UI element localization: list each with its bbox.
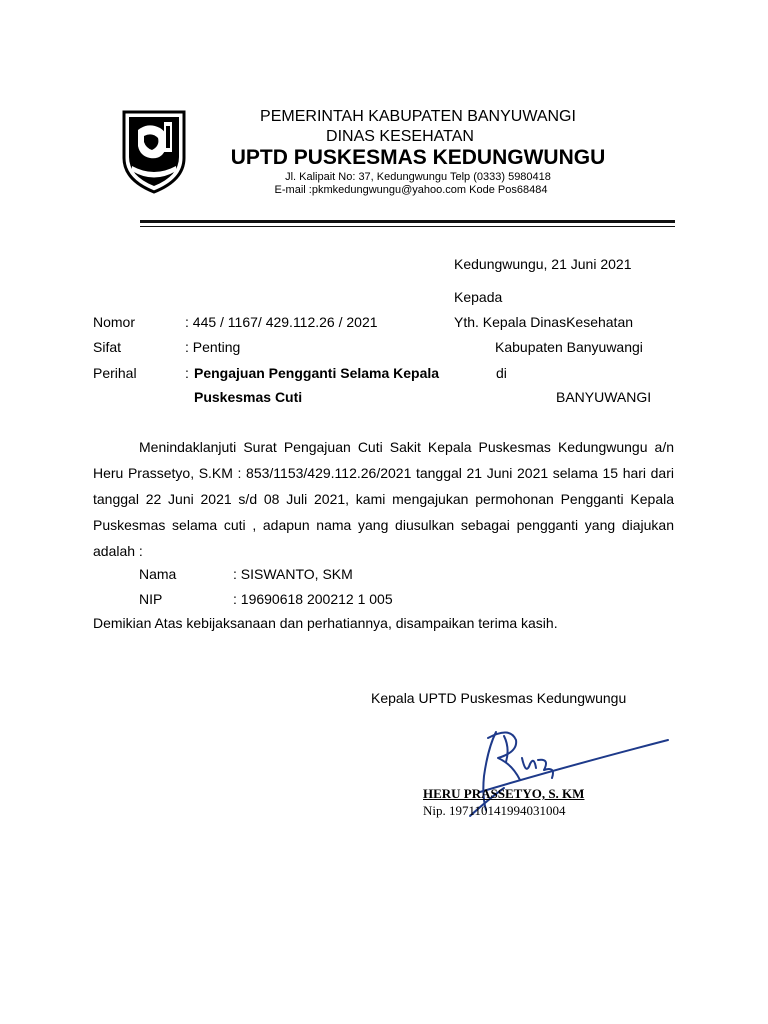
sifat-value: : Penting [185,339,241,355]
date-line: Kedungwungu, 21 Juni 2021 [454,256,632,272]
body-paragraph-text: Menindaklanjuti Surat Pengajuan Cuti Sakit Kepala Puskesmas Kedungwungu a/n Heru Prassetyo, S.KM : 853/1153/429.112.26/2021 tanggal 21 Juni 2021 selama 15 hari dari tanggal 22 Juni 2021 s/d 08 Juli 2021, kami mengajukan permohonan Pengganti Kepala Puskesmas selama cuti , adapun nama yang diusulkan sebagai pengganti yang diajukan adalah : [93,439,674,559]
nama-label: Nama [139,566,177,582]
sifat-label: Sifat [93,339,122,355]
nama-value: : SISWANTO, SKM [233,566,353,582]
recipient-city: BANYUWANGI [556,389,652,405]
signature-title: Kepala UPTD Puskesmas Kedungwungu [371,690,627,706]
perihal-colon: : [185,365,189,381]
letterhead-department: DINAS KESEHATAN [326,128,474,145]
recipient-di: di [496,365,507,381]
letterhead-email: E-mail :pkmkedungwungu@yahoo.com Kode Pos68484 [274,184,548,196]
closing-sentence: Demikian Atas kebijaksanaan dan perhatiannya, disampaikan terima kasih. [93,615,558,631]
letterhead-rule-thick [140,220,675,223]
body-paragraph [93,434,674,564]
perihal-value-line1: Pengajuan Pengganti Selama Kepala [194,365,440,381]
letterhead-institution: UPTD PUSKESMAS KEDUNGWUNGU [230,146,606,169]
signatory-name: HERU PRASSETYO, S. KM [423,786,585,801]
nomor-value: : 445 / 1167/ 429.112.26 / 2021 [185,314,378,330]
letterhead-address: Jl. Kalipait No: 37, Kedungwungu Telp (0333) 5980418 [285,171,551,183]
signatory-nip: Nip. 197110141994031004 [423,803,566,818]
recipient-line2: Kabupaten Banyuwangi [495,339,643,355]
nip-label: NIP [139,591,163,607]
perihal-label: Perihal [93,365,137,381]
nomor-label: Nomor [93,314,136,330]
letterhead-rule-thin [140,226,675,227]
perihal-value-line2: Puskesmas Cuti [194,389,303,405]
recipient-line1: Yth. Kepala DinasKesehatan [454,314,634,330]
recipient-kepada: Kepada [454,289,503,305]
nip-value: : 19690618 200212 1 005 [233,591,393,607]
letterhead-government: PEMERINTAH KABUPATEN BANYUWANGI [260,108,576,125]
